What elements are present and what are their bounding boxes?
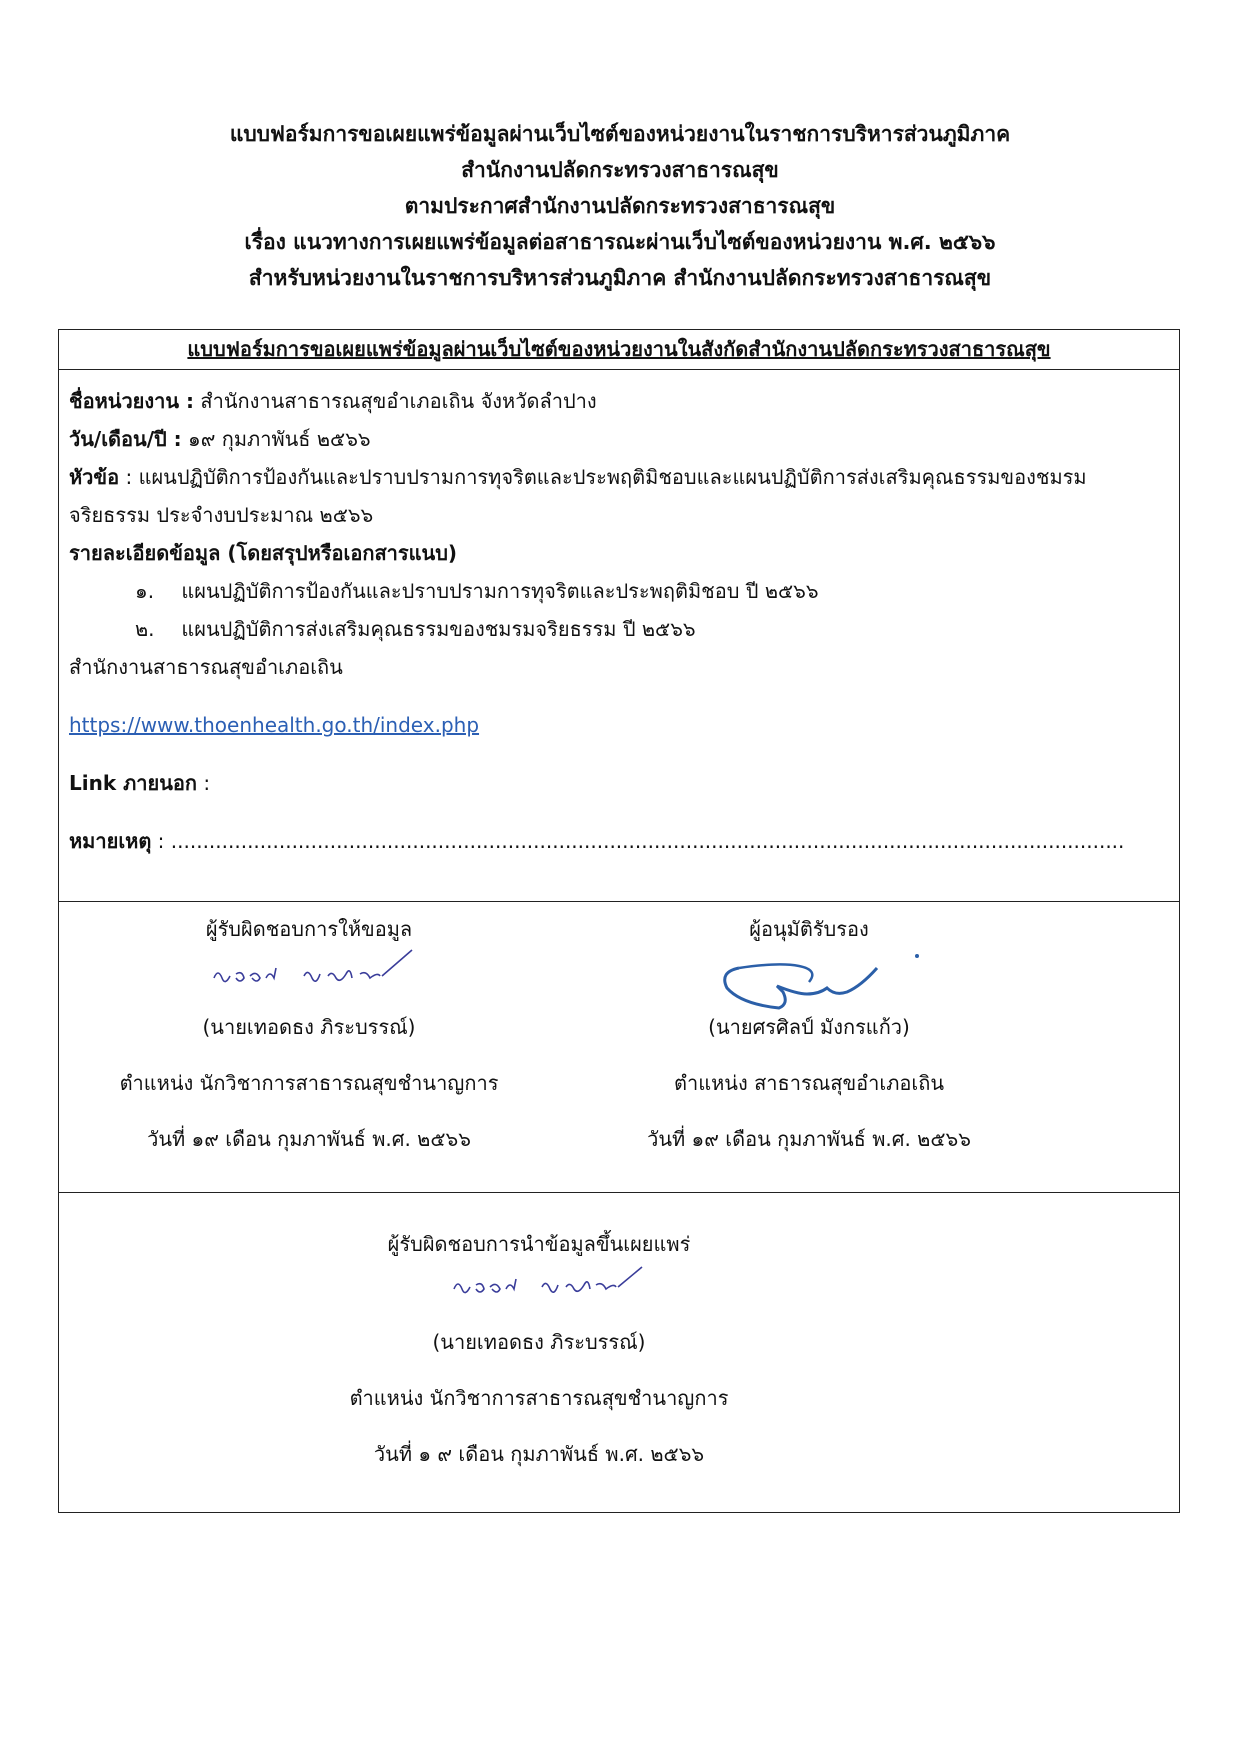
topic-label: หัวข้อ [69,465,120,489]
publisher-date: วันที่ ๑ ๙ เดือน กุมภาพันธ์ พ.ศ. ๒๕๖๖ [373,1442,705,1466]
provider-name: (นายเทอดธง ภิระบรรณ์) [202,1015,416,1039]
topic-row-continued: จริยธรรม ประจำงบประมาณ ๒๕๖๖ [69,503,374,527]
date-label: วัน/เดือน/ปี : [69,427,182,451]
header-line-1: แบบฟอร์มการขอเผยแพร่ข้อมูลผ่านเว็บไซต์ของหน่วยงานในราชการบริหารส่วนภูมิภาค [229,122,1011,146]
provider-date: วันที่ ๑๙ เดือน กุมภาพันธ์ พ.ศ. ๒๕๖๖ [147,1127,471,1151]
external-link-label: Link ภายนอก [69,771,198,795]
list-item [69,610,1159,648]
document-header [0,116,1240,296]
provider-position: ตำแหน่ง นักวิชาการสาธารณสุขชำนาญการ [119,1071,499,1095]
external-link-colon: : [197,771,211,795]
approver-signature-icon [679,948,939,1012]
provider-signature-icon [194,948,424,1002]
request-form-box [58,329,1180,1513]
note-value: : ...................................................................................................................................................... [151,829,1125,853]
approver-name: (นายศรศิลป์ มังกรแก้ว) [708,1015,910,1039]
provider-role: ผู้รับผิดชอบการให้ขอมูล [205,917,413,941]
external-link-row [69,764,1159,802]
approver-role: ผู้อนุมัติรับรอง [749,917,869,941]
note-label: หมายเหตุ [69,829,152,853]
approver-position: ตำแหน่ง สาธารณสุขอำเภอเถิน [673,1071,945,1095]
date-row [69,420,1159,458]
header-line-2: สำนักงานปลัดกระทรวงสาธารณสุข [461,158,779,182]
publisher-role: ผู้รับผิดชอบการนำข้อมูลขึ้นเผยแพร่ [387,1232,691,1256]
date-value: ๑๙ กุมภาพันธ์ ๒๕๖๖ [188,427,371,451]
agency-label: ชื่อหน่วยงาน : [69,389,195,413]
website-link[interactable]: https://www.thoenhealth.go.th/index.php [69,713,480,737]
header-line-5: สำหรับหน่วยงานในราชการบริหารส่วนภูมิภาค สำนักงานปลัดกระทรวงสาธารณสุข [248,266,992,290]
agency-value: สำนักงานสาธารณสุขอำเภอเถิน จังหวัดลำปาง [200,389,597,413]
header-line-4: เรื่อง แนวทางการเผยแพร่ข้อมูลต่อสาธารณะผ่านเว็บไซต์ของหน่วยงาน พ.ศ. ๒๕๖๖ [244,230,996,254]
topic-value: : แผนปฏิบัติการป้องกันและปราบปรามการทุจริตและประพฤติมิชอบและแผนปฏิบัติการส่งเสริมคุณธรรมของชมรม [125,465,1087,489]
url-row [69,706,1159,744]
item-text: แผนปฏิบัติการป้องกันและปราบปรามการทุจริตและประพฤติมิชอบ ปี ๒๕๖๖ [181,579,819,603]
publisher-signature-icon [424,1263,654,1307]
section-divider [59,901,1179,902]
org-name: สำนักงานสาธารณสุขอำเภอเถิน [69,655,343,679]
topic-row [69,458,1159,496]
list-item [69,572,1159,610]
approver-signature-block [599,910,1019,1158]
note-row [69,822,1159,860]
publisher-signature-block [329,1225,749,1473]
item-text: แผนปฏิบัติการส่งเสริมคุณธรรมของชมรมจริยธรรม ปี ๒๕๖๖ [181,617,696,641]
publisher-position: ตำแหน่ง นักวิชาการสาธารณสุขชำนาญการ [349,1386,729,1410]
item-number: ๒. [135,617,155,641]
provider-signature-block [99,910,519,1158]
item-number: ๑. [135,579,155,603]
header-line-3: ตามประกาศสำนักงานปลัดกระทรวงสาธารณสุข [404,194,836,218]
form-info [69,382,1159,860]
form-title: แบบฟอร์มการขอเผยแพร่ข้อมูลผ่านเว็บไซต์ของหน่วยงานในสังกัดสำนักงานปลัดกระทรวงสาธารณสุข [59,330,1179,370]
agency-row [69,382,1159,420]
detail-label: รายละเอียดข้อมูล (โดยสรุปหรือเอกสารแนบ) [69,541,458,565]
publisher-name: (นายเทอดธง ภิระบรรณ์) [432,1330,646,1354]
section-divider [59,1192,1179,1193]
approver-date: วันที่ ๑๙ เดือน กุมภาพันธ์ พ.ศ. ๒๕๖๖ [647,1127,971,1151]
